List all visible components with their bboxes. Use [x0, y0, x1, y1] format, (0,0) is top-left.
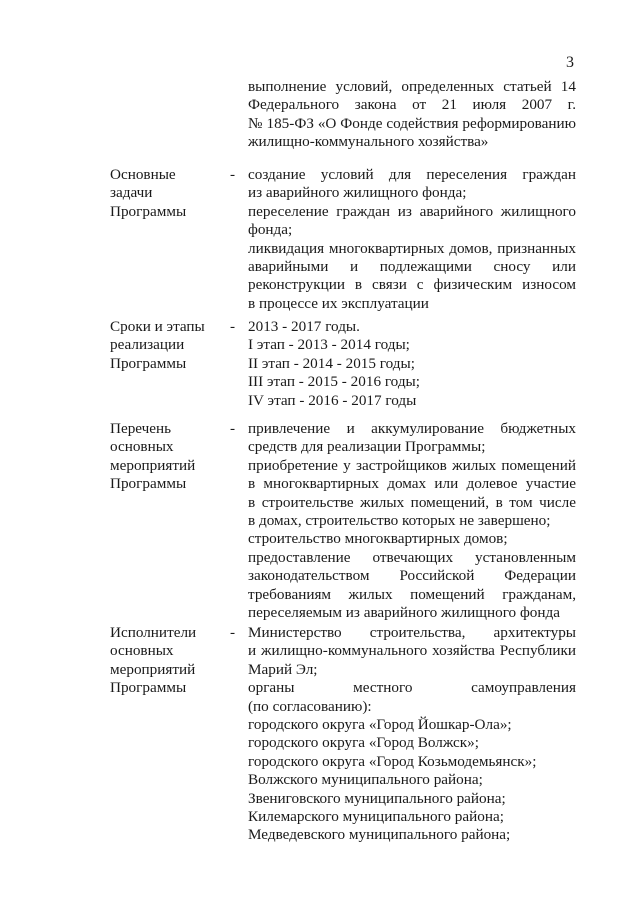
section-content-line: Волжского муниципального района; [248, 771, 483, 789]
section-dash: - [230, 420, 236, 437]
section-content-line: (по согласованию): [248, 697, 372, 715]
section-label-line: Программы [110, 354, 187, 372]
section-content-line: в строительстве жилых помещений, в том числе [248, 493, 576, 511]
section-content-line: строительство многоквартирных домов; [248, 530, 508, 548]
section-label-line: Исполнители [110, 624, 197, 641]
section-content-line: в процессе их эксплуатации [248, 294, 429, 312]
section-label-line: основных [110, 642, 174, 660]
page-number: 3 [566, 54, 574, 71]
intro-line: Федерального закона от 21 июля 2007 г. [248, 96, 576, 114]
section-label-line: Программы [110, 475, 187, 493]
section-label-line: Основные [110, 166, 176, 183]
section-content-line: фонда; [248, 221, 293, 239]
section-content-line: III этап - 2015 - 2016 годы; [248, 373, 420, 391]
section-content-line: переселение граждан из аварийного жилищного [248, 202, 576, 220]
section-content-line: городского округа «Город Козьмодемьянск»; [248, 752, 537, 770]
section-content-line: требованиям жилых помещений гражданам, [248, 585, 576, 603]
section-label-line: мероприятий [110, 456, 196, 474]
section-content-line: реконструкции в связи с физическим износом [248, 276, 576, 294]
section-label-line: задачи [110, 184, 153, 202]
section-label [110, 420, 222, 494]
section-content-line: I этап - 2013 - 2014 годы; [248, 336, 410, 354]
section-label-line: Программы [110, 202, 187, 220]
section-content-line: в домах, строительство которых не завершено; [248, 512, 551, 530]
section-content-line: II этап - 2014 - 2015 годы; [248, 354, 415, 372]
section-content-line: Звениговского муниципального района; [248, 789, 506, 807]
section-content-line: аварийными и подлежащими сносу или [248, 258, 576, 276]
section-content [248, 318, 576, 410]
section-content-line: привлечение и аккумулирование бюджетных [248, 420, 576, 437]
section-content-line: Килемарского муниципального района; [248, 808, 504, 826]
section-label [110, 318, 222, 373]
section-label-line: Сроки и этапы [110, 318, 205, 335]
section-label-line: реализации [110, 336, 185, 354]
section-content-line: законодательством Российской Федерации [248, 567, 576, 585]
section-content-line: приобретение у застройщиков жилых помещений [248, 456, 576, 474]
section-dash: - [230, 166, 236, 183]
intro-text [248, 78, 576, 152]
section-content-line: 2013 - 2017 годы. [248, 318, 360, 335]
section-content-line: и жилищно-коммунального хозяйства Республики [248, 642, 576, 660]
section-content-line: городского округа «Город Йошкар-Ола»; [248, 716, 512, 734]
intro-line: выполнение условий, определенных статьей 14 [248, 78, 576, 95]
section-content-line: предоставление отвечающих установленным [248, 548, 576, 566]
section-content-line: создание условий для переселения граждан [248, 166, 576, 183]
section-content [248, 166, 576, 313]
intro-line: жилищно-коммунального хозяйства» [248, 133, 489, 151]
section-content-line: органы местного самоуправления [248, 679, 576, 697]
section-content-line: в многоквартирных домах или долевое участие [248, 475, 576, 493]
section-content-line: ликвидация многоквартирных домов, признанных [248, 239, 576, 257]
section-label-line: мероприятий [110, 660, 196, 678]
section-label [110, 624, 222, 698]
section-label-line: основных [110, 438, 174, 456]
section-label-line: Программы [110, 679, 187, 697]
section-dash: - [230, 624, 236, 641]
section-dash: - [230, 318, 236, 335]
section-label [110, 166, 222, 221]
section-label-line: Перечень [110, 420, 172, 437]
section-content-line: переселяемым из аварийного жилищного фонда [248, 604, 560, 622]
section-content-line: Марий Эл; [248, 660, 318, 678]
intro-line: № 185-ФЗ «О Фонде содействия реформированию [248, 114, 576, 132]
section-content-line: средств для реализации Программы; [248, 438, 486, 456]
section-content-line: из аварийного жилищного фонда; [248, 184, 467, 202]
section-content [248, 420, 576, 622]
section-content-line: Министерство строительства, архитектуры [248, 624, 576, 641]
section-content-line: IV этап - 2016 - 2017 годы [248, 391, 417, 409]
section-content [248, 624, 576, 845]
section-content-line: Медведевского муниципального района; [248, 826, 511, 844]
section-content-line: городского округа «Город Волжск»; [248, 734, 479, 752]
